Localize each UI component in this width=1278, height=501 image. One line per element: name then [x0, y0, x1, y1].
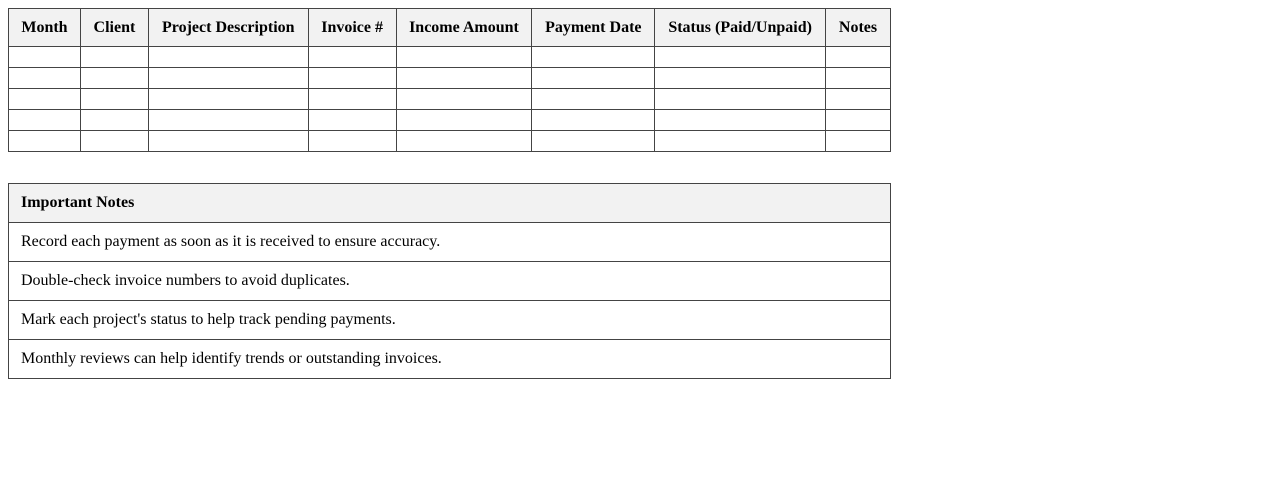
- important-notes-table: [8, 183, 891, 379]
- note-text: Record each payment as soon as it is received to ensure accuracy.: [9, 223, 891, 262]
- header-project-description: Project Description: [148, 9, 308, 47]
- header-month: Month: [9, 9, 81, 47]
- table-row: [9, 110, 891, 131]
- table-cell[interactable]: [9, 131, 81, 152]
- table-cell[interactable]: [9, 110, 81, 131]
- table-cell[interactable]: [148, 89, 308, 110]
- table-cell[interactable]: [80, 89, 148, 110]
- table-cell[interactable]: [396, 131, 532, 152]
- note-text: Mark each project's status to help track pending payments.: [9, 301, 891, 340]
- table-cell[interactable]: [396, 68, 532, 89]
- table-cell[interactable]: [80, 131, 148, 152]
- header-client: Client: [80, 9, 148, 47]
- table-cell[interactable]: [532, 131, 655, 152]
- table-cell[interactable]: [308, 131, 396, 152]
- table-cell[interactable]: [826, 89, 891, 110]
- note-text: Monthly reviews can help identify trends or outstanding invoices.: [9, 340, 891, 379]
- header-payment-date: Payment Date: [532, 9, 655, 47]
- table-cell[interactable]: [308, 110, 396, 131]
- table-cell[interactable]: [655, 47, 826, 68]
- list-item: [9, 262, 891, 301]
- table-cell[interactable]: [80, 68, 148, 89]
- table-cell[interactable]: [532, 68, 655, 89]
- table-cell[interactable]: [655, 110, 826, 131]
- table-cell[interactable]: [655, 89, 826, 110]
- income-tracking-table: [8, 8, 891, 152]
- table-cell[interactable]: [9, 68, 81, 89]
- notes-header-row: [9, 184, 891, 223]
- table-cell[interactable]: [308, 89, 396, 110]
- header-income-amount: Income Amount: [396, 9, 532, 47]
- table-cell[interactable]: [9, 47, 81, 68]
- list-item: [9, 340, 891, 379]
- table-row: [9, 89, 891, 110]
- table-cell[interactable]: [826, 47, 891, 68]
- table-cell[interactable]: [396, 89, 532, 110]
- list-item: [9, 301, 891, 340]
- header-status: Status (Paid/Unpaid): [655, 9, 826, 47]
- table-cell[interactable]: [826, 68, 891, 89]
- table-cell[interactable]: [826, 131, 891, 152]
- table-cell[interactable]: [396, 47, 532, 68]
- note-text: Double-check invoice numbers to avoid duplicates.: [9, 262, 891, 301]
- table-cell[interactable]: [532, 89, 655, 110]
- table-row: [9, 131, 891, 152]
- table-cell[interactable]: [308, 68, 396, 89]
- table-row: [9, 68, 891, 89]
- table-cell[interactable]: [148, 131, 308, 152]
- table-cell[interactable]: [396, 110, 532, 131]
- table-cell[interactable]: [148, 110, 308, 131]
- table-row: [9, 47, 891, 68]
- table-cell[interactable]: [80, 110, 148, 131]
- table-cell[interactable]: [655, 68, 826, 89]
- table-cell[interactable]: [826, 110, 891, 131]
- table-cell[interactable]: [9, 89, 81, 110]
- table-cell[interactable]: [308, 47, 396, 68]
- table-cell[interactable]: [532, 110, 655, 131]
- header-invoice-number: Invoice #: [308, 9, 396, 47]
- header-notes: Notes: [826, 9, 891, 47]
- table-cell[interactable]: [655, 131, 826, 152]
- notes-title: Important Notes: [9, 184, 891, 223]
- table-header-row: [9, 9, 891, 47]
- table-cell[interactable]: [148, 47, 308, 68]
- table-cell[interactable]: [80, 47, 148, 68]
- table-cell[interactable]: [532, 47, 655, 68]
- list-item: [9, 223, 891, 262]
- table-cell[interactable]: [148, 68, 308, 89]
